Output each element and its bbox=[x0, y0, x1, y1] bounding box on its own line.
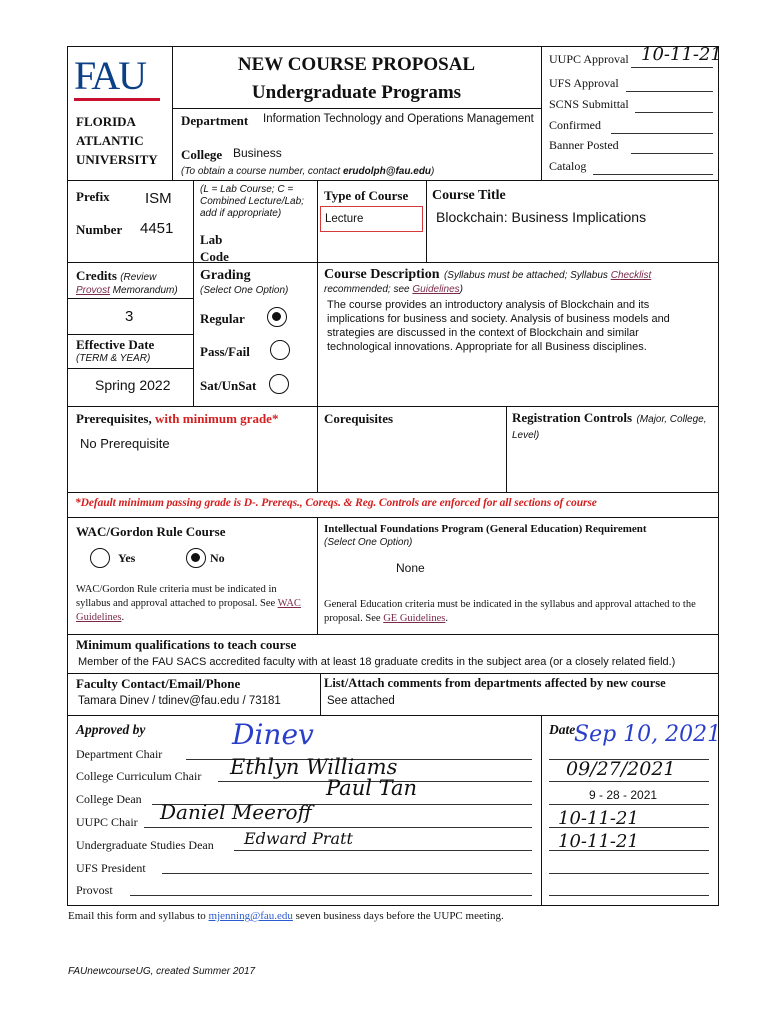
effective-date-value[interactable]: Spring 2022 bbox=[95, 377, 171, 393]
course-description-label: Course Description (Syllabus must be attached; Syllabus Checklist recommended; see Guidelines) bbox=[324, 267, 652, 295]
default-grade-note: *Default minimum passing grade is D-. Prereqs., Coreqs. & Reg. Controls are enforced for all sections of course bbox=[75, 497, 597, 509]
department-label: Department bbox=[181, 113, 249, 128]
signature-college-curriculum-chair: Ethlyn Williams bbox=[230, 755, 398, 779]
department-value[interactable]: Information Technology and Operations Management bbox=[263, 113, 534, 125]
email-instructions: Email this form and syllabus to mjenning@fau.edu seven business days before the UUPC meeting. bbox=[68, 910, 504, 922]
date-college-dean: 9 - 28 - 2021 bbox=[589, 788, 658, 802]
approval-row-uupc-chair: UUPC Chair bbox=[76, 815, 138, 829]
number-value[interactable]: 4451 bbox=[140, 220, 174, 237]
approval-row-ufs-president: UFS President bbox=[76, 861, 146, 875]
corequisites-label: Corequisites bbox=[324, 411, 394, 426]
fau-logo-text: FAU bbox=[74, 53, 146, 98]
approved-by-label: Approved by bbox=[76, 722, 146, 737]
radio-selected-dot bbox=[191, 553, 200, 562]
signature-department-chair: Dinev bbox=[232, 718, 314, 751]
effective-date-note: (TERM & YEAR) bbox=[76, 353, 151, 364]
wac-yes-label: Yes bbox=[118, 551, 136, 565]
university-name: FLORIDA ATLANTIC UNIVERSITY bbox=[76, 114, 158, 167]
course-title-label: Course Title bbox=[432, 188, 506, 203]
catalog-label: Catalog bbox=[549, 159, 587, 173]
course-description-value[interactable]: The course provides an introductory analysis of Blockchain and its implications for business and society. Analysis of business models and strategies are discussed in the context of Blockchain and similar technological innovations. Appropriate for all Business disciplines. bbox=[327, 299, 670, 353]
date-uupc-chair: 10-11-21 bbox=[558, 808, 639, 829]
approval-row-college-dean: College Dean bbox=[76, 792, 142, 806]
course-title-value[interactable]: Blockchain: Business Implications bbox=[436, 209, 647, 225]
prerequisites-label: Prerequisites, with minimum grade* bbox=[76, 411, 279, 426]
college-value[interactable]: Business bbox=[233, 146, 282, 160]
lab-code-label: Lab Code bbox=[200, 232, 229, 264]
prefix-label: Prefix bbox=[76, 189, 110, 204]
minimum-qualifications-value[interactable]: Member of the FAU SACS accredited faculty with at least 18 graduate credits in the subject area (or a closely related field.) bbox=[78, 656, 676, 668]
date-label: Date bbox=[549, 722, 576, 737]
signature-college-dean: Paul Tan bbox=[326, 776, 418, 800]
wac-label: WAC/Gordon Rule Course bbox=[76, 524, 226, 539]
college-label: College bbox=[181, 147, 223, 162]
page-title: NEW COURSE PROPOSAL bbox=[237, 54, 476, 75]
prefix-value[interactable]: ISM bbox=[145, 190, 172, 207]
approval-row-department-chair: Department Chair bbox=[76, 747, 163, 761]
scns-submittal-label: SCNS Submittal bbox=[549, 97, 629, 111]
grading-passfail-radio[interactable] bbox=[270, 340, 290, 360]
prerequisites-value[interactable]: No Prerequisite bbox=[80, 436, 170, 451]
course-number-note: (To obtain a course number, contact erudolph@fau.edu) bbox=[181, 166, 435, 177]
grading-option-satunsat-label: Sat/UnSat bbox=[200, 378, 257, 393]
approval-row-college-curriculum-chair: College Curriculum Chair bbox=[76, 769, 202, 783]
uupc-approval-label: UUPC Approval bbox=[549, 52, 629, 66]
radio-selected-dot bbox=[272, 312, 281, 321]
ifp-note: (Select One Option) bbox=[324, 537, 413, 548]
date-college-curriculum-chair: 09/27/2021 bbox=[566, 758, 676, 780]
date-undergraduate-studies-dean: 10-11-21 bbox=[558, 831, 639, 852]
credits-label: Credits (Review bbox=[76, 268, 157, 283]
grading-option-passfail-label: Pass/Fail bbox=[200, 344, 250, 359]
registration-controls-label: Registration Controls (Major, College, Level) bbox=[512, 410, 707, 441]
faculty-contact-value[interactable]: Tamara Dinev / tdinev@fau.edu / 73181 bbox=[78, 695, 281, 707]
grading-option-regular-label: Regular bbox=[200, 311, 245, 326]
wac-no-radio[interactable] bbox=[186, 548, 206, 568]
date-department-chair: Sep 10, 2021 bbox=[574, 722, 722, 747]
credits-value[interactable]: 3 bbox=[125, 308, 134, 325]
effective-date-label: Effective Date bbox=[76, 337, 155, 352]
grading-satunsat-radio[interactable] bbox=[269, 374, 289, 394]
comments-label: List/Attach comments from departments affected by new course bbox=[324, 676, 666, 690]
grading-regular-radio[interactable] bbox=[267, 307, 287, 327]
form-created-note: FAUnewcourseUG, created Summer 2017 bbox=[68, 966, 256, 977]
banner-posted-label: Banner Posted bbox=[549, 138, 619, 152]
wac-no-label: No bbox=[210, 551, 225, 565]
grading-note: (Select One Option) bbox=[200, 285, 289, 296]
lab-note: (L = Lab Course; C = Combined Lecture/Lab; add if appropriate) bbox=[200, 184, 304, 219]
page-subtitle: Undergraduate Programs bbox=[251, 82, 462, 103]
ifp-criteria-note: General Education criteria must be indicated in the syllabus and approval attached to the proposal. See GE Guidelines. bbox=[324, 599, 696, 624]
faculty-contact-label: Faculty Contact/Email/Phone bbox=[76, 676, 241, 691]
type-of-course-label: Type of Course bbox=[324, 188, 409, 203]
approval-row-undergraduate-studies-dean: Undergraduate Studies Dean bbox=[76, 838, 214, 852]
signature-undergraduate-studies-dean: Edward Pratt bbox=[244, 829, 353, 848]
ufs-approval-label: UFS Approval bbox=[549, 76, 619, 90]
signature-uupc-chair: Daniel Meeroff bbox=[160, 800, 312, 824]
wac-yes-radio[interactable] bbox=[90, 548, 110, 568]
wac-criteria-note: WAC/Gordon Rule criteria must be indicated in syllabus and approval attached to proposal. See WAC Guidelines. bbox=[76, 584, 301, 623]
grading-label: Grading bbox=[200, 268, 251, 283]
number-label: Number bbox=[76, 222, 123, 237]
fau-logo bbox=[74, 53, 164, 106]
comments-value[interactable]: See attached bbox=[327, 695, 395, 707]
ifp-label: Intellectual Foundations Program (General Education) Requirement bbox=[324, 523, 647, 535]
type-of-course-field[interactable]: Lecture bbox=[320, 206, 423, 232]
approval-row-provost: Provost bbox=[76, 883, 113, 897]
confirmed-label: Confirmed bbox=[549, 118, 601, 132]
ifp-value[interactable]: None bbox=[396, 561, 425, 575]
credits-note: Provost Memorandum) bbox=[76, 285, 178, 296]
uupc-approval-value: 10-11-21 bbox=[641, 44, 722, 65]
minimum-qualifications-label: Minimum qualifications to teach course bbox=[76, 637, 297, 652]
